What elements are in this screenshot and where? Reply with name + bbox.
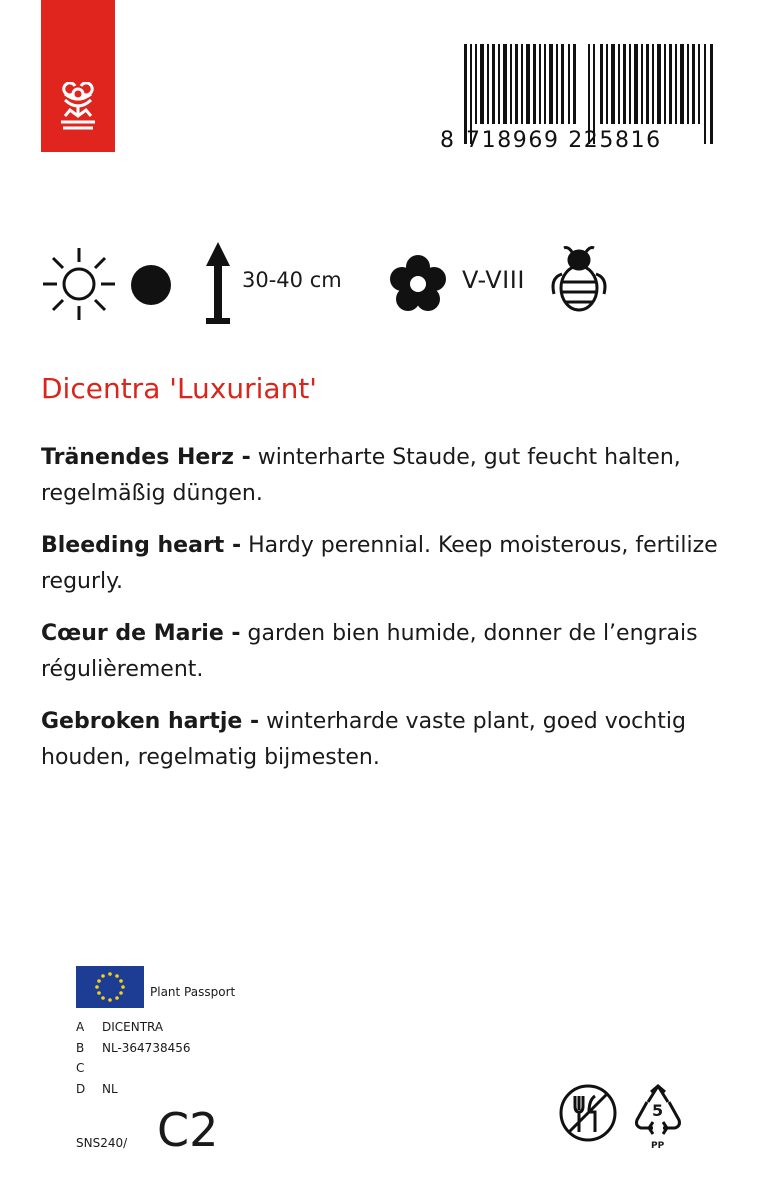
plant-title: Dicentra 'Luxuriant' bbox=[41, 372, 317, 405]
description-dutch bbox=[41, 704, 741, 776]
full-sun-icon bbox=[40, 244, 118, 324]
description-name: Bleeding heart - bbox=[41, 533, 242, 558]
shade-dot-icon bbox=[128, 262, 174, 308]
description-french bbox=[41, 616, 741, 688]
eu-flag-icon bbox=[76, 966, 144, 1008]
description-name: Gebroken hartje - bbox=[41, 709, 260, 734]
description-text: winterharte Staude, gut feucht halten, regelmäßig düngen. bbox=[41, 445, 681, 506]
description-text: winterharde vaste plant, goed vochtig houden, regelmatig bijmesten. bbox=[41, 709, 686, 770]
descriptions bbox=[41, 440, 741, 792]
packaging-icons bbox=[557, 1080, 697, 1160]
barcode-group-2: 225816 bbox=[568, 128, 662, 153]
barcode-first-digit: 8 bbox=[440, 128, 456, 153]
plant-passport bbox=[76, 966, 316, 1156]
brand-tab bbox=[41, 0, 115, 152]
passport-row-d bbox=[76, 1079, 191, 1100]
passport-key: B bbox=[76, 1040, 85, 1055]
flower-pot-logo-icon bbox=[53, 82, 103, 140]
passport-value: NL-364738456 bbox=[102, 1040, 191, 1055]
plant-height: 30-40 cm bbox=[242, 268, 342, 292]
passport-label: Plant Passport bbox=[150, 985, 236, 999]
barcode-digits bbox=[440, 128, 725, 153]
flower-icon bbox=[388, 254, 448, 314]
c-code: C2 bbox=[157, 1103, 219, 1157]
bloom-months: V-VIII bbox=[462, 266, 525, 294]
passport-row-c bbox=[76, 1058, 191, 1079]
passport-key: C bbox=[76, 1061, 85, 1075]
description-name: Cœur de Marie - bbox=[41, 621, 241, 646]
recycle-label: PP bbox=[651, 1141, 665, 1151]
barcode bbox=[440, 44, 725, 156]
not-for-food-icon bbox=[557, 1082, 619, 1144]
passport-value: DICENTRA bbox=[102, 1020, 164, 1034]
description-german bbox=[41, 440, 741, 512]
sns-code: SNS240/ bbox=[76, 1136, 128, 1150]
passport-rows bbox=[76, 1017, 191, 1099]
description-english bbox=[41, 528, 741, 600]
description-name: Tränendes Herz - bbox=[41, 445, 251, 470]
description-text: Hardy perennial. Keep moisterous, fertilize regurly. bbox=[41, 533, 718, 594]
passport-key: A bbox=[76, 1020, 85, 1034]
passport-key: D bbox=[76, 1081, 86, 1096]
bee-icon bbox=[550, 244, 608, 314]
passport-row-b bbox=[76, 1038, 191, 1059]
recycle-number: 5 bbox=[652, 1101, 664, 1120]
barcode-group-1: 718969 bbox=[466, 128, 560, 153]
description-text: garden bien humide, donner de l’engrais régulièrement. bbox=[41, 621, 698, 682]
height-arrow-icon bbox=[204, 242, 232, 326]
growing-conditions bbox=[38, 238, 658, 328]
passport-value: NL bbox=[102, 1081, 118, 1096]
passport-row-a bbox=[76, 1017, 191, 1038]
